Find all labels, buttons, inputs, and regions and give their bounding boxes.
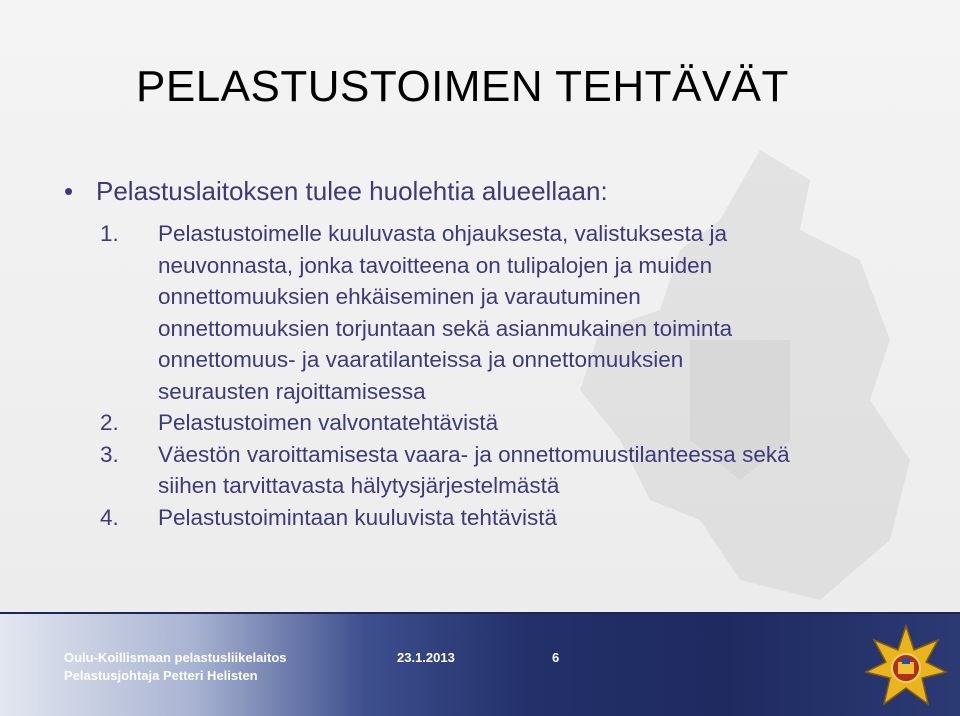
list-item-line: seurausten rajoittamisessa [158,378,426,404]
rescue-star-emblem-icon [864,624,948,708]
footer-presenter: Pelastusjohtaja Petteri Helisten [64,668,258,683]
list-item-line: onnettomuus- ja vaaratilanteissa ja onnettomuuksien [158,347,684,372]
bullet-intro-text: Pelastuslaitoksen tulee huolehtia alueellaan: [96,176,608,206]
list-item [100,407,930,439]
footer-date: 23.1.2013 [397,650,455,665]
list-item-line: onnettomuuksien ehkäiseminen ja varautuminen [158,284,641,309]
list-item [100,502,930,534]
list-item-line: Pelastustoimintaan kuuluvista tehtävistä [158,504,557,530]
list-item-line: siihen tarvittavasta hälytysjärjestelmästä [158,473,560,498]
list-item-line: Väestön varoittamisesta vaara- ja onnettomuustilanteessa sekä [158,441,790,467]
list-item-number: 1. [100,221,119,246]
footer-divider [0,612,960,614]
slide-title: PELASTUSTOIMEN TEHTÄVÄT [136,62,789,111]
list-item-line: Pelastustoimelle kuuluvasta ohjauksesta, valistuksesta ja [158,221,728,246]
footer-organization: Oulu-Koillismaan pelastusliikelaitos [64,650,287,665]
list-item-line: onnettomuuksien torjuntaan sekä asianmukainen toiminta [158,315,733,341]
list-item-line: Pelastustoimen valvontatehtävistä [158,410,499,435]
bullet-dot-icon: • [64,176,74,206]
list-item-number: 2. [100,410,119,435]
list-item-line: neuvonnasta, jonka tavoitteena on tulipalojen ja muiden [158,252,713,278]
page-number: 6 [552,650,560,665]
list-item-number: 4. [100,504,119,530]
bullet-intro [64,176,608,207]
list-item-number: 3. [100,441,119,467]
list-item [100,439,930,502]
list-item [100,218,930,407]
numbered-task-list [100,218,930,533]
